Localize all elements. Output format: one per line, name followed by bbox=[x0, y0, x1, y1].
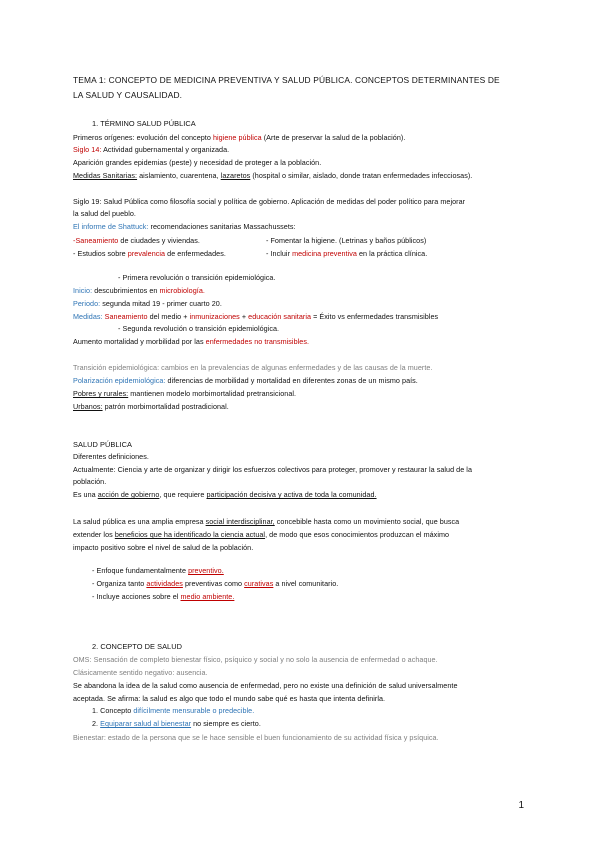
title-line-2: LA SALUD Y CAUSALIDAD. bbox=[73, 90, 183, 100]
paragraph-diferentes: Diferentes definiciones. bbox=[73, 452, 149, 461]
paragraph-medidas: Medidas: Saneamiento del medio + inmunizaciones + educación sanitaria = Éxito vs enfermedades transmisibles bbox=[73, 312, 439, 321]
shattuck-estudios: - Estudios sobre prevalencia de enfermedades. bbox=[73, 249, 226, 258]
salud-publica-heading: SALUD PÚBLICA bbox=[73, 440, 132, 449]
shattuck-incluir: - Incluir medicina preventiva en la práctica clínica. bbox=[266, 249, 428, 258]
paragraph-clasicamente: Clásicamente sentido negativo: ausencia. bbox=[73, 668, 208, 677]
paragraph-inicio: Inicio: descubrimientos en microbiología. bbox=[73, 286, 205, 295]
paragraph-siglo-19-line-1: Siglo 19: Salud Pública como filosofía social y política de gobierno. Aplicación de medidas del poder político para mejorar bbox=[73, 197, 466, 206]
paragraph-transicion: Transición epidemiológica: cambios en la prevalencias de algunas enfermedades y de las causas de la muerte. bbox=[73, 363, 433, 372]
paragraph-siglo-19-line-2: la salud del pueblo. bbox=[73, 209, 136, 218]
numbered-item-1: 1. Concepto difícilmente mensurable o predecible. bbox=[92, 706, 255, 715]
bullet-primera-revolucion: - Primera revolución o transición epidemiológica. bbox=[118, 273, 276, 282]
paragraph-oms: OMS: Sensación de completo bienestar físico, psíquico y social y no solo la ausencia de enfermedad o achaque. bbox=[73, 655, 438, 664]
section-2-heading: 2. CONCEPTO DE SALUD bbox=[92, 642, 182, 651]
bullet-enfoque: - Enfoque fundamentalmente preventivo. bbox=[92, 566, 224, 575]
paragraph-empresa-line-2: extender los beneficios que ha identificado la ciencia actual, de modo que esos conocimientos produzcan el máximo bbox=[73, 530, 450, 539]
paragraph-periodo: Periodo: segunda mitad 19 - primer cuarto 20. bbox=[73, 299, 222, 308]
paragraph-empresa-line-1: La salud pública es una amplia empresa social interdisciplinar, concebible hasta como un movimiento social, que busca bbox=[73, 517, 460, 526]
bullet-segunda-revolucion: - Segunda revolución o transición epidemiológica. bbox=[118, 324, 280, 333]
paragraph-shattuck: El informe de Shattuck: recomendaciones sanitarias Massachussets: bbox=[73, 222, 296, 231]
paragraph-urbanos: Urbanos: patrón morbimortalidad postradicional. bbox=[73, 402, 229, 411]
paragraph-origenes: Primeros orígenes: evolución del concepto higiene pública (Arte de preservar la salud de la población). bbox=[73, 133, 406, 142]
page-number: 1 bbox=[518, 800, 524, 811]
paragraph-bienestar: Bienestar: estado de la persona que se le hace sensible el buen funcionamiento de su actividad física y psíquica. bbox=[73, 733, 439, 742]
paragraph-empresa-line-3: impacto positivo sobre el nivel de salud de la población. bbox=[73, 543, 254, 552]
bullet-organiza: - Organiza tanto actividades preventivas como curativas a nivel comunitario. bbox=[92, 579, 339, 588]
paragraph-abandona-line-1: Se abandona la idea de la salud como ausencia de enfermedad, pero no existe una definición de salud universalmente bbox=[73, 681, 458, 690]
numbered-item-2: 2. Equiparar salud al bienestar no siempre es cierto. bbox=[92, 719, 261, 728]
bullet-incluye: - Incluye acciones sobre el medio ambiente. bbox=[92, 592, 235, 601]
paragraph-polarizacion: Polarización epidemiológica: diferencias de morbilidad y mortalidad en diferentes zonas de un mismo país. bbox=[73, 376, 418, 385]
paragraph-accion-gobierno: Es una acción de gobierno, que requiere participación decisiva y activa de toda la comunidad. bbox=[73, 490, 377, 499]
paragraph-aparicion: Aparición grandes epidemias (peste) y necesidad de proteger a la población. bbox=[73, 158, 322, 167]
shattuck-fomentar: - Fomentar la higiene. (Letrinas y baños públicos) bbox=[266, 236, 427, 245]
paragraph-medidas-sanitarias: Medidas Sanitarias: aislamiento, cuarentena, lazaretos (hospital o similar, aislado, donde tratan enfermedades infecciosas). bbox=[73, 171, 473, 180]
paragraph-actualmente-line-1: Actualmente: Ciencia y arte de organizar y dirigir los esfuerzos colectivos para proteger, promover y restaurar la salud de la bbox=[73, 465, 473, 474]
title-line-1: TEMA 1: CONCEPTO DE MEDICINA PREVENTIVA Y SALUD PÚBLICA. CONCEPTOS DETERMINANTES DE bbox=[73, 75, 500, 85]
shattuck-saneamiento: -Saneamiento de ciudades y viviendas. bbox=[73, 236, 200, 245]
paragraph-siglo-14: Siglo 14: Actividad gubernamental y organizada. bbox=[73, 145, 230, 154]
paragraph-aumento: Aumento mortalidad y morbilidad por las enfermedades no transmisibles. bbox=[73, 337, 310, 346]
paragraph-actualmente-line-2: población. bbox=[73, 477, 107, 486]
paragraph-pobres-rurales: Pobres y rurales: mantienen modelo morbimortalidad pretransicional. bbox=[73, 389, 297, 398]
section-1-heading: 1. TÉRMINO SALUD PÚBLICA bbox=[92, 119, 196, 128]
paragraph-abandona-line-2: aceptada. Se afirma: la salud es algo que todo el mundo sabe qué es hasta que intenta definirla. bbox=[73, 694, 386, 703]
